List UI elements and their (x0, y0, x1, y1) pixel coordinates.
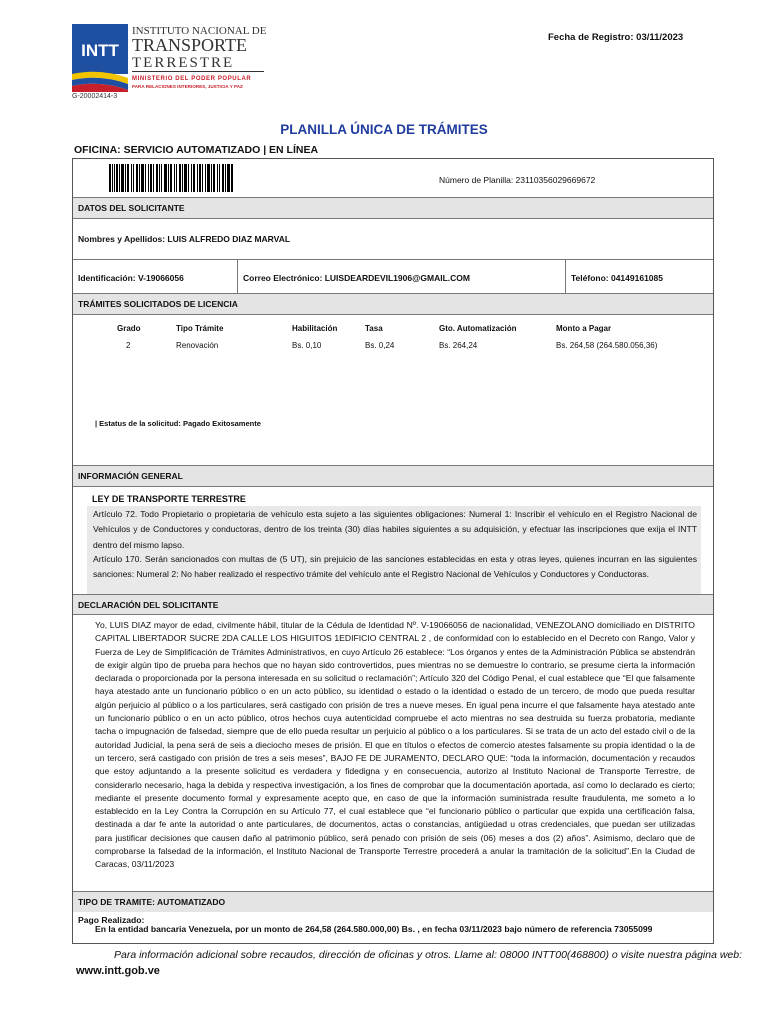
col-header-tipo: Tipo Trámite (176, 324, 224, 333)
logo-line5: PARA RELACIONES INTERIORES, JUSTICIA Y PAZ (132, 84, 243, 89)
applicant-name: Nombres y Apellidos: LUIS ALFREDO DIAZ MARVAL (78, 234, 291, 244)
logo-line4: MINISTERIO DEL PODER POPULAR (132, 76, 252, 82)
section-header-info-general: INFORMACIÓN GENERAL (73, 465, 713, 486)
cell-grado: 2 (126, 341, 131, 350)
form-table (72, 158, 714, 944)
website-link[interactable]: www.intt.gob.ve (76, 965, 160, 977)
barcode-icon (109, 164, 233, 192)
name-row (73, 218, 713, 259)
planilla-number: Número de Planilla: 23110356029669672 (439, 175, 596, 185)
cell-monto: Bs. 264,58 (264.580.056,36) (556, 341, 658, 350)
registration-date: Fecha de Registro: 03/11/2023 (548, 32, 684, 43)
divider (237, 260, 238, 293)
office-label: OFICINA: SERVICIO AUTOMATIZADO | EN LÍNEA (74, 144, 319, 156)
logo-line3: TERRESTRE (132, 55, 235, 71)
declaracion-body (73, 614, 713, 891)
cell-automatizacion: Bs. 264,24 (439, 341, 478, 350)
tramites-table (73, 314, 713, 465)
cell-tasa: Bs. 0,24 (365, 341, 395, 350)
col-header-grado: Grado (117, 324, 141, 333)
col-header-tasa: Tasa (365, 324, 383, 333)
payment-detail: En la entidad bancaria Venezuela, por un monto de 264,58 (264.580.000,00) Bs. , en fecha 03/11/2023 bajo número de referencia 73055099 (95, 924, 653, 934)
col-header-automatizacion: Gto. Automatización (439, 324, 517, 333)
page-title: PLANILLA ÚNICA DE TRÁMITES (280, 122, 488, 137)
section-header-datos: DATOS DEL SOLICITANTE (73, 197, 713, 218)
contact-row (73, 259, 713, 293)
applicant-id: Identificación: V-19066056 (78, 273, 184, 283)
article-72: Artículo 72. Todo Propietario o propietaria de vehículo esta sujeto a las siguientes obligaciones: Numeral 1: Inscribir el vehículo en el Registro Nacional de Vehículos y de Conductores y conductoras, dentro de los treinta (30) días habiles siguientes a su adquisición, y efectuar las inscripciones que exija el INTT dentro del mismo lapso. (93, 509, 697, 550)
cell-tipo: Renovación (176, 341, 219, 350)
institution-code: G-20002414-3 (72, 93, 118, 100)
law-articles-box (87, 506, 701, 594)
request-status: | Estatus de la solicitud: Pagado Exitosamente (95, 419, 261, 428)
intt-logo (72, 20, 266, 92)
applicant-email: Correo Electrónico: LUISDEARDEVIL1906@GMAIL.COM (243, 273, 470, 283)
cell-habilitacion: Bs. 0,10 (292, 341, 322, 350)
section-header-tramites: TRÁMITES SOLICITADOS DE LICENCIA (73, 293, 713, 314)
col-header-monto: Monto a Pagar (556, 324, 612, 333)
logo-line2: TRANSPORTE (132, 35, 247, 55)
law-title: LEY DE TRANSPORTE TERRESTRE (92, 494, 246, 504)
col-header-habilitacion: Habilitación (292, 324, 338, 333)
logo-abbr: INTT (81, 41, 119, 60)
divider (565, 260, 566, 293)
footer-info: Para información adicional sobre recaudos, dirección de oficinas y otros. Llame al: 08000 INTT00(468800) o visite nuestra página web: (114, 949, 743, 961)
article-170: Artículo 170. Serán sancionados con multas de (5 UT), sin prejuicio de las sanciones establecidas en esta y otras leyes, quienes incurran en las siguientes sanciones: Numeral 2: No haber realizado el respectivo trámite del vehículo ante el Registro Nacional de Vehículos y Conductores y Conductoras. (93, 554, 697, 580)
payment-label: Pago Realizado: (78, 915, 145, 925)
info-general-body (73, 486, 713, 596)
section-header-declaracion: DECLARACIÓN DEL SOLICITANTE (73, 594, 713, 614)
logo-line1: INSTITUTO NACIONAL DE (132, 25, 266, 37)
applicant-phone: Teléfono: 04149161085 (571, 273, 663, 283)
payment-block (73, 891, 713, 944)
barcode-row (73, 159, 713, 197)
declaration-text: Yo, LUIS DIAZ mayor de edad, civilmente hábil, titular de la Cédula de Identidad Nº. V-19066056 de nacionalidad, VENEZOLANO domiciliado en DISTRITO CAPITAL LIBERTADOR SUCRE 2DA CALLE LOS HIGUITOS 1EDIFICIO CENTRAL 2 , de conformidad con lo establecido en el Decreto con Rango, Valor y Fuerza de Ley de Simplificación de Trámites Administrativos, en cuyo Artículo 26 establece: “Los órganos y entes de la Administración Pública se abstendrán de exigir algún tipo de prueba para hechos que no hayan sido controvertidos, pues mientras no se demuestre lo contrario, se presume cierta la información declarada o proporcionada por la persona interesada en su solicitud o reclamación”; Artículo 320 del Código Penal, el cual establece que “El que falsamente haya atestado ante un funcionario público o en un acto público, su identidad o estado o la identidad o estado de un tercero, de modo que pueda resultar algún perjuicio al público o a los particulares, será castigado con prisión de tres a nueve meses. En igual pena incurre el que falsamente haya atestado ante un funcionario público o en un acto público, otros hechos cuya autenticidad compruebe el acto mientras no sea destruida su fuerza probatoria, mediante tacha o impugnación de falsedad, siempre que de ello pueda resultar un perjuicio al público o a los particulares. Si se trata de un acto del estado civil o de la autoridad Judicial, la pena será de seis a dieciocho meses de prisión. El que en títulos o efectos de comercio atestes falsamente su propia identidad o la de un tercero, será castigado con prisión de tres a seis meses”, BAJO FE DE JURAMENTO, DECLARO QUE: “toda la información, documentación y recaudos que estoy adjuntando a la presente solicitud es verdadera y fidedigna y en consecuencia, autorizo al Instituto Nacional de Transporte Terrestre, de considerarlo necesario, haga la debida y respectiva investigación, a los fines de comprobar que la documentación aportada, así como lo declarado es cierto; mediante el presente documento formal y expresamente acepto que, en caso de que la información suministrada resulte fraudulenta, me someto a lo establecido en la Ley Contra la Corrupción en su Artículo 77, el cual establece que “el funcionario público o particular que expida una certificación falsa, destinada a dar fe ante la autoridad o ante particulares, de documentos, actas o constancias, antigüedad u otras credenciales, que puedan ser utilizadas para justificar decisiones que causen daño al patrimonio público, será penado con prisión de seis (06) meses a dos (2) años”. Asimismo, declaro que de comprobarse la falsedad de la información, el Instituto Nacional de Transporte Terrestre procederá a anular la tramitación de la solicitud”.En la Ciudad de Caracas, 03/11/2023 (95, 620, 695, 870)
section-header-tipo-tramite: TIPO DE TRAMITE: AUTOMATIZADO (73, 891, 713, 912)
